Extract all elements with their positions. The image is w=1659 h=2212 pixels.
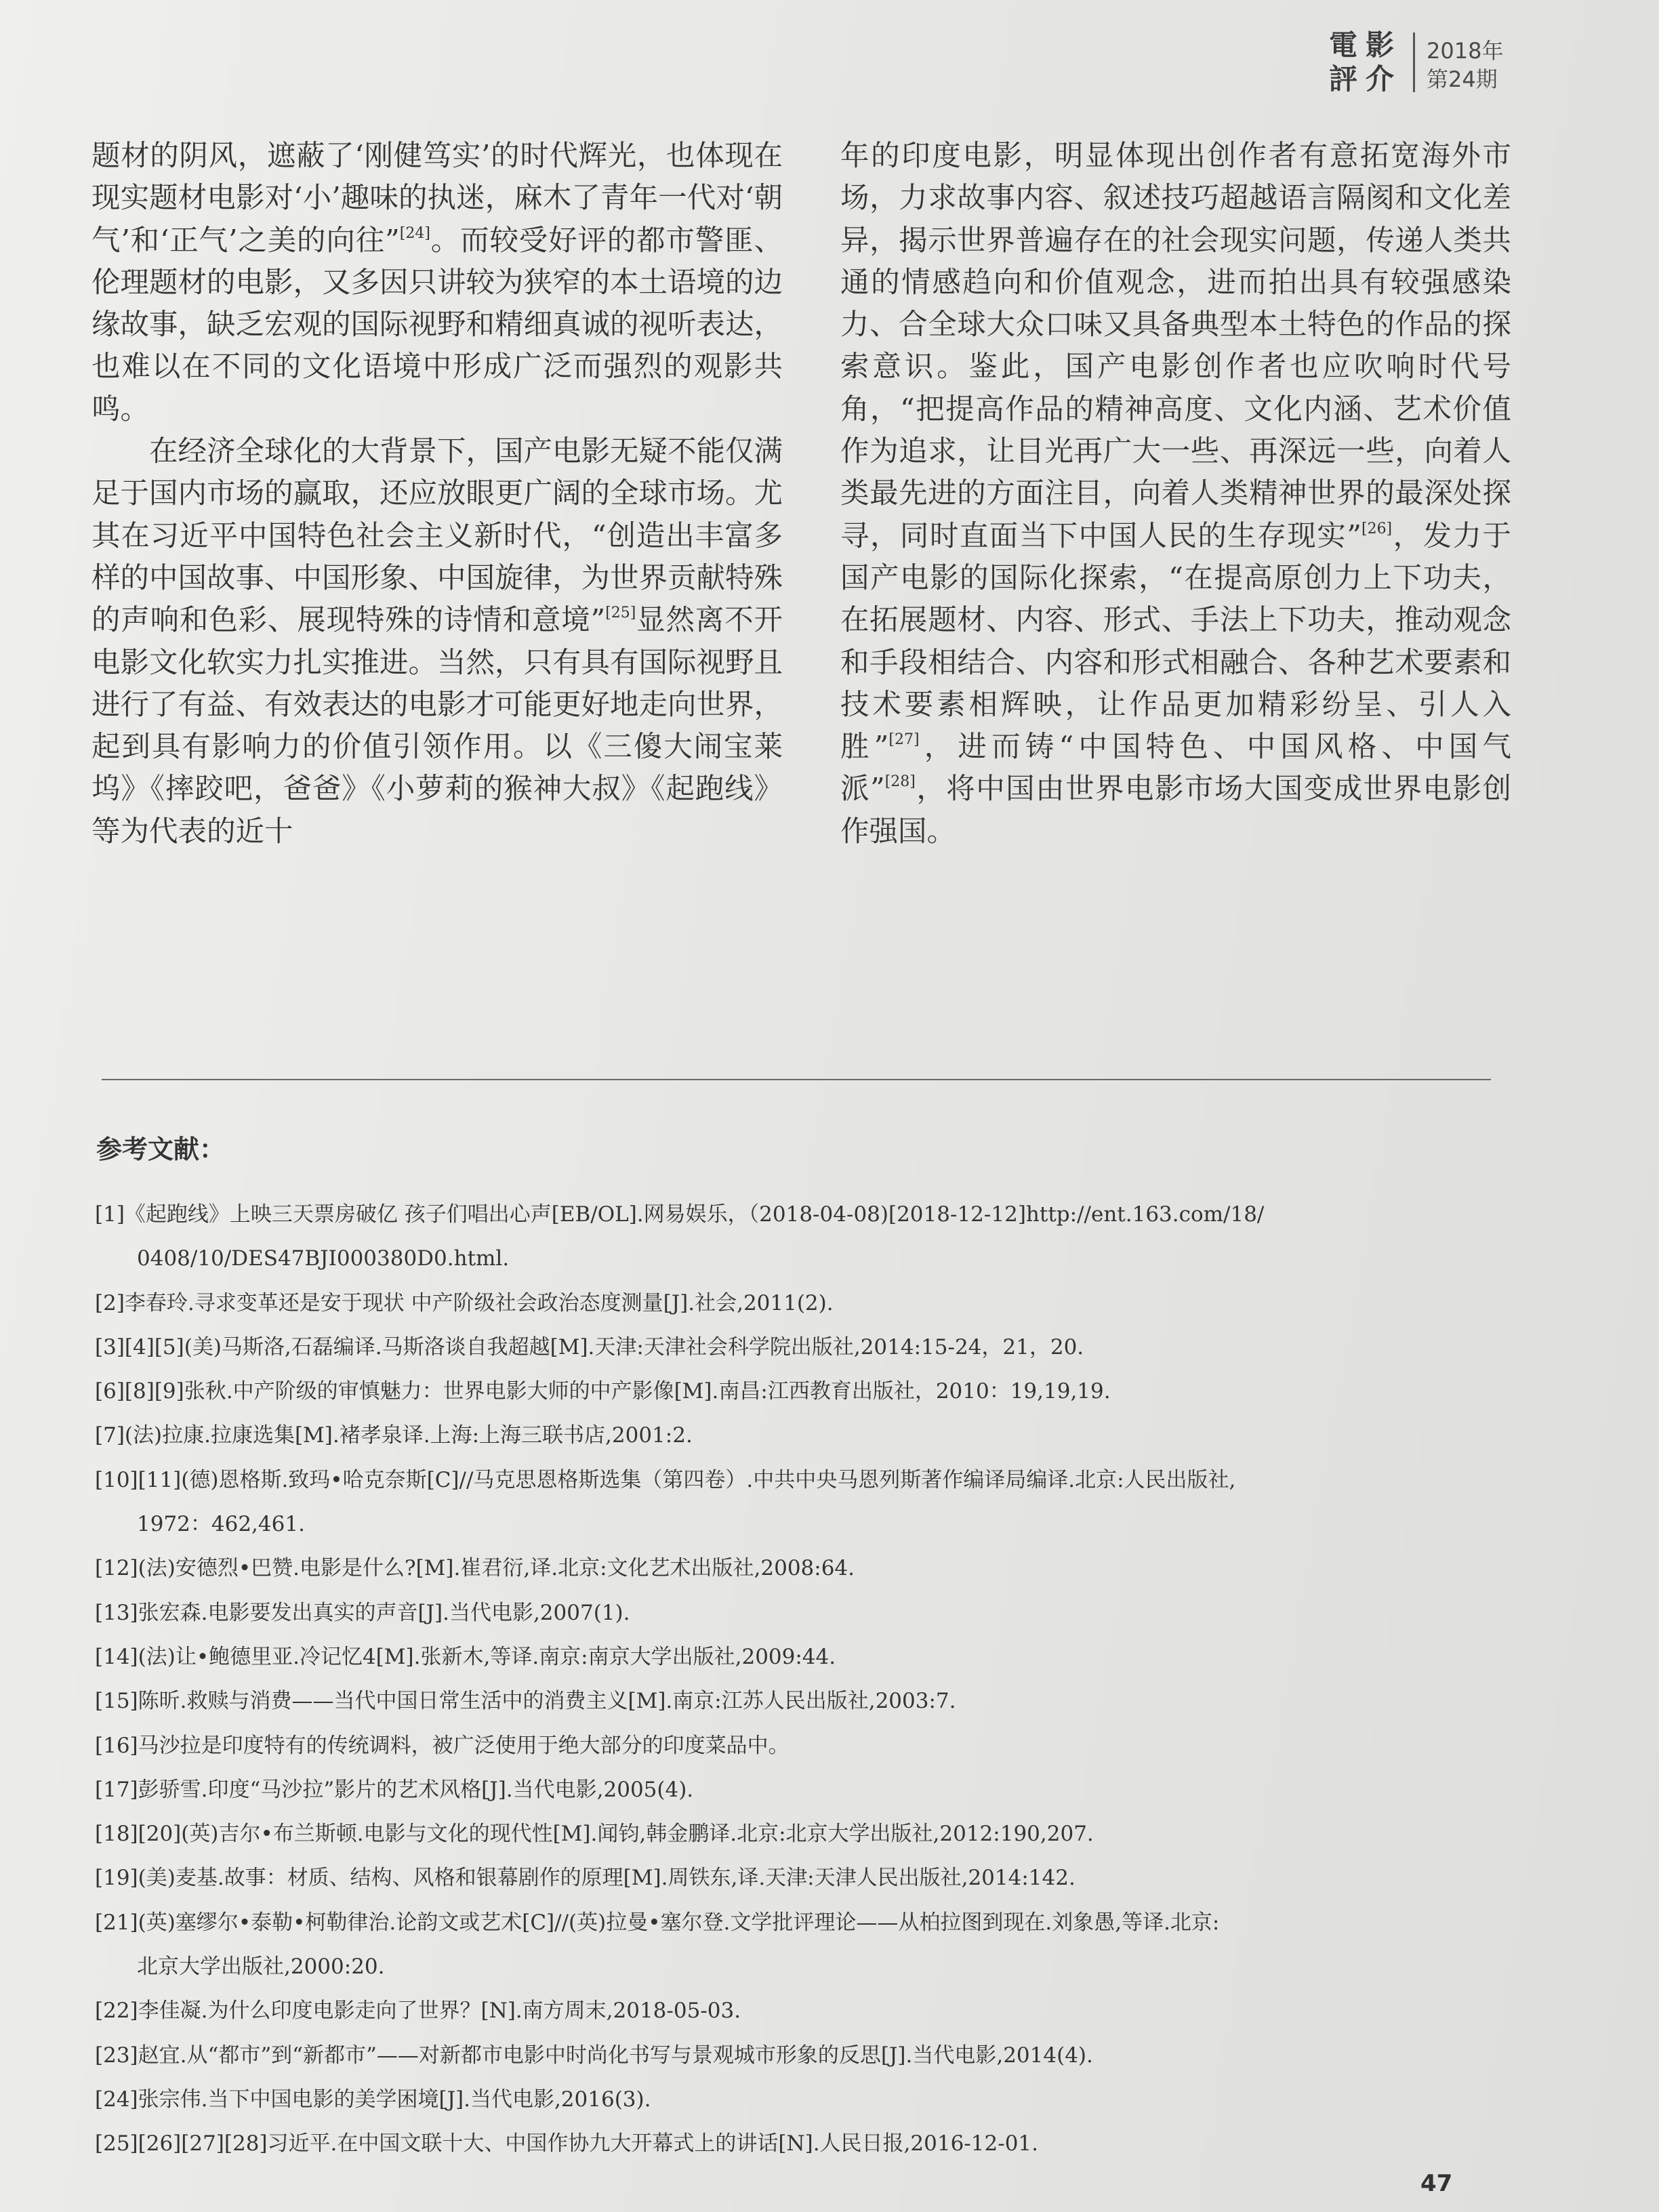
reference-item: [21](英)塞缪尔•泰勒•柯勒律治.论韵文或艺术[C]//(英)拉曼•塞尔登.文学批评理论——从柏拉图到现在.刘象愚,等译.北京: — [95, 1910, 1220, 1935]
body-paragraph — [91, 431, 783, 853]
citation-note: [25] — [605, 605, 636, 622]
paragraph-text: 。而较受好评的都市警匪、伦理题材的电影，又多因只讲较为狭窄的本土语境的边缘故事，缺乏宏观的国际视野和精细真诚的视听表达，也难以在不同的文化语境中形成广泛而强烈的观影共鸣。 — [91, 224, 783, 426]
left-column — [91, 136, 783, 853]
logo-char: 影 — [1365, 28, 1394, 62]
reference-item: [2]李春玲.寻求变革还是安于现状 中产阶级社会政治态度测量[J].社会,2011(2). — [95, 1290, 834, 1315]
reference-item: [7](法)拉康.拉康选集[M].褚孝泉译.上海:上海三联书店,2001:2. — [95, 1423, 693, 1448]
reference-item: [13]张宏森.电影要发出真实的声音[J].当代电影,2007(1). — [95, 1600, 630, 1625]
paragraph-text: ，发力于国产电影的国际化探索，“在提高原创力上下功夫，在拓展题材、内容、形式、手法上下功夫，推动观念和手段相结合、内容和形式相融合、各种艺术要素和技术要素相辉映，让作品更加精彩纷呈、引人入胜” — [840, 519, 1511, 764]
issue-number: 第24期 — [1427, 66, 1498, 92]
citation-note: [24] — [399, 224, 430, 242]
reference-item: [18][20](英)吉尔•布兰斯顿.电影与文化的现代性[M].闻钧,韩金鹏译.北京:北京大学出版社,2012:190,207. — [95, 1822, 1094, 1847]
paragraph-text: 在经济全球化的大背景下，国产电影无疑不能仅满足于国内市场的赢取，还应放眼更广阔的全球市场。尤其在习近平中国特色社会主义新时代，“创造出丰富多样的中国故事、中国形象、中国旋律，为世界贡献特殊的声响和色彩、展现特殊的诗情和意境” — [91, 435, 783, 638]
page-number: 47 — [1420, 2170, 1453, 2197]
paragraph-text: 显然离不开电影文化软实力扎实推进。当然，只有具有国际视野且进行了有益、有效表达的电影才可能更好地走向世界，起到具有影响力的价值引领作用。以《三傻大闹宝莱坞》《摔跤吧，爸爸》《小萝莉的猴神大叔》《起跑线》等为代表的近十 — [91, 604, 783, 848]
reference-item: [10][11](德)恩格斯.致玛•哈克奈斯[C]//马克思恩格斯选集（第四卷）.中共中央马恩列斯著作编译局编译.北京:人民出版社, — [95, 1467, 1236, 1492]
reference-item: [15]陈昕.救赎与消费——当代中国日常生活中的消费主义[M].南京:江苏人民出版社,2003:7. — [95, 1689, 956, 1714]
reference-item: [17]彭骄雪.印度“马沙拉”影片的艺术风格[J].当代电影,2005(4). — [95, 1777, 694, 1802]
reference-item: [6][8][9]张秋.中产阶级的审慎魅力：世界电影大师的中产影像[M].南昌:江西教育出版社，2010：19,19,19. — [95, 1379, 1111, 1404]
reference-item: [16]马沙拉是印度特有的传统调料，被广泛使用于绝大部分的印度菜品中。 — [95, 1733, 790, 1758]
reference-item: [23]赵宜.从“都市”到“新都市”——对新都市电影中时尚化书写与景观城市形象的反思[J].当代电影,2014(4). — [95, 2043, 1093, 2068]
reference-item: [25][26][27][28]习近平.在中国文联十大、中国作协九大开幕式上的讲话[N].人民日报,2016-12-01. — [95, 2131, 1038, 2156]
paragraph-text: ，进而铸“中国特色、中国风格、中国气派” — [840, 731, 1511, 806]
paragraph-text: ，将中国由世界电影市场大国变成世界电影创作强国。 — [840, 773, 1511, 848]
paragraph-text: 题材的阴风，遮蔽了‘刚健笃实’的时代辉光，也体现在现实题材电影对‘小’趣味的执迷，麻木了青年一代对‘朝气’和‘正气’之美的向往” — [91, 140, 783, 258]
reference-item-continued: 0408/10/DES47BJI000380D0.html. — [137, 1246, 510, 1271]
citation-note: [27] — [888, 731, 920, 749]
reference-item: [12](法)安德烈•巴赞.电影是什么?[M].崔君衍,译.北京:文化艺术出版社,2008:64. — [95, 1556, 855, 1581]
reference-item-continued: 北京大学出版社,2000:20. — [137, 1954, 385, 1980]
reference-item-continued: 1972：462,461. — [137, 1512, 305, 1537]
citation-note: [26] — [1361, 520, 1393, 537]
magazine-logo — [1325, 28, 1398, 96]
reference-item: [14](法)让•鲍德里亚.冷记忆4[M].张新木,等译.南京:南京大学出版社,2009:44. — [95, 1644, 836, 1669]
logo-char: 評 — [1328, 62, 1357, 96]
logo-char: 介 — [1365, 62, 1394, 96]
references-list — [95, 1193, 1498, 2167]
body-paragraph — [840, 136, 1511, 853]
issue-year: 2018年 — [1427, 38, 1504, 64]
reference-item: [19](美)麦基.故事：材质、结构、风格和银幕剧作的原理[M].周铁东,译.天津:天津人民出版社,2014:142. — [95, 1866, 1076, 1891]
paragraph-text: 年的印度电影，明显体现出创作者有意拓宽海外市场，力求故事内容、叙述技巧超越语言隔阂和文化差异，揭示世界普遍存在的社会现实问题，传递人类共通的情感趋向和价值观念，进而拍出具有较强感染力、合全球大众口味又具备典型本土特色的作品的探索意识。鉴此，国产电影创作者也应吹响时代号角，“把提高作品的精神高度、文化内涵、艺术价值作为追求，让目光再广大一些、再深远一些，向着人类最先进的方面注目，向着人类精神世界的最深处探寻，同时直面当下中国人民的生存现实” — [840, 140, 1511, 553]
logo-char: 電 — [1328, 28, 1357, 62]
body-paragraph — [91, 136, 783, 431]
reference-item: [3][4][5](美)马斯洛,石磊编译.马斯洛谈自我超越[M].天津:天津社会科学院出版社,2014:15-24，21，20. — [95, 1334, 1084, 1359]
citation-note: [28] — [884, 773, 916, 791]
section-divider — [102, 1079, 1491, 1080]
reference-item: [1]《起跑线》上映三天票房破亿 孩子们唱出心声[EB/OL].网易娱乐，（2018-04-08)[2018-12-12]http://ent.163.com/18/ — [95, 1202, 1265, 1227]
reference-item: [22]李佳凝.为什么印度电影走向了世界？[N].南方周末,2018-05-03. — [95, 1999, 741, 2024]
reference-item: [24]张宗伟.当下中国电影的美学困境[J].当代电影,2016(3). — [95, 2087, 651, 2112]
header-divider — [1413, 33, 1415, 92]
references-heading: 参考文献： — [96, 1134, 226, 1164]
right-column — [840, 136, 1511, 853]
